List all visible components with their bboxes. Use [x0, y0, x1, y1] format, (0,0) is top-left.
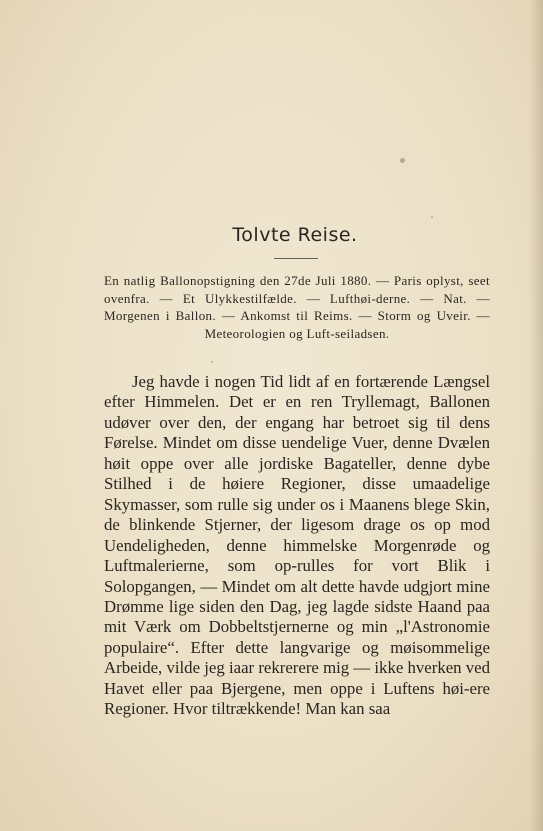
- paper-speck: [400, 158, 405, 163]
- paper-speck: [431, 216, 433, 218]
- paper-speck: [211, 361, 213, 363]
- title-divider: [274, 258, 318, 259]
- chapter-summary: En natlig Ballonopstigning den 27de Juli 1880. — Paris oplyst, seet ovenfra. — Et Ulykkestilfælde. — Lufthøi-derne. — Nat. — Morgenen i Ballon. — Ankomst til Reims. — Storm og Uveir. — Meteorologien og Luft-seiladsen.: [104, 273, 490, 341]
- chapter-title: Tolvte Reise.: [232, 224, 358, 246]
- chapter-body-text: Jeg havde i nogen Tid lidt af en fortærende Længsel efter Himmelen. Det er en ren Tryllemagt, Ballonen udøver over den, der engang har betroet sig til dens Førelse. Mindet om disse uendelige Vuer, denne Dvælen høit oppe over alle jordiske Bagateller, denne dybe Stilhed i de høiere Regioner, disse umaadelige Skymasser, som rulle sig under os i Maanens blege Skin, de blinkende Stjerner, der ligesom drage os op mod Uendeligheden, denne himmelske Morgenrøde og Luftmalerierne, som op-rulles for vort Blik i Solopgangen, — Mindet om alt dette havde udgjort mine Drømme lige siden den Dag, jeg lagde sidste Haand paa mit Værk om Dobbeltstjernerne og min „l'Astronomie populaire“. Efter dette langvarige og møisommelige Arbeide, vilde jeg iaar rekrerere mig — ikke hverken ved Havet eller paa Bjergene, men oppe i Luftens høi-ere Regioner. Hvor tiltrækkende! Man kan saa: [104, 372, 490, 719]
- page-edge-shadow: [529, 0, 543, 831]
